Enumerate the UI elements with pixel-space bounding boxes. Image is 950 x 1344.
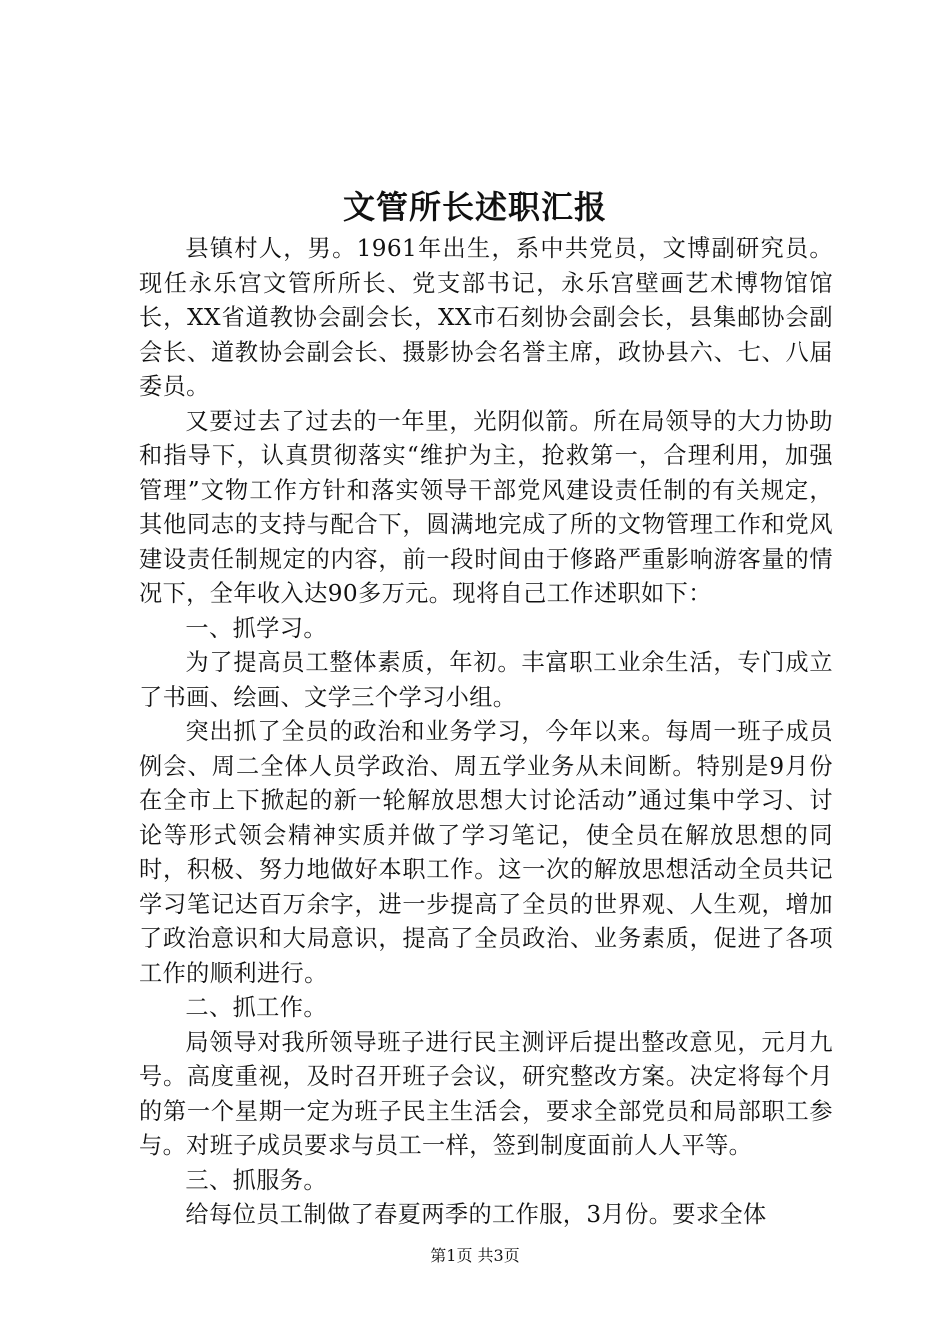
document-title: 文管所长述职汇报 [342,188,607,226]
paragraph-profile: 县镇村人，男。1961年出生，系中共党员，文博副研究员。现任永乐宫文管所所长、党支部书记，永乐宫壁画艺术博物馆馆长，XX省道教协会副会长，XX市石刻协会副会长，县集邮协会副会长、道教协会副会长、摄影协会名誉主席，政协县六、七、八届委员。 [139,235,833,400]
paragraph-service: 给每位员工制做了春夏两季的工作服，3月份。要求全体 [185,1201,767,1228]
paragraph-intro: 又要过去了过去的一年里，光阴似箭。所在局领导的大力协助和指导下，认真贯彻落实“维护为主，抢救第一，合理利用，加强管理”文物工作方针和落实领导干部党风建设责任制的有关规定，其他同志的支持与配合下，圆满地完成了所的文物管理工作和党风建设责任制规定的内容，前一段时间由于修路严重影响游客量的情况下，全年收入达90多万元。现将自己工作述职如下： [139,407,833,607]
paragraph-study-groups: 为了提高员工整体素质，年初。丰富职工业余生活，专门成立了书画、绘画、文学三个学习小组。 [139,649,833,711]
section-heading-work: 二、抓工作。 [185,994,327,1021]
document-body [139,232,833,1233]
section-heading-service: 三、抓服务。 [185,1166,327,1194]
paragraph-political-study: 突出抓了全员的政治和业务学习，今年以来。每周一班子成员例会、周二全体人员学政治、周五学业务从未间断。特别是9月份在全市上下掀起的新一轮解放思想大讨论活动”通过集中学习、讨论等形式领会精神实质并做了学习笔记，使全员在解放思想的同时，积极、努力地做好本职工作。这一次的解放思想活动全员共记学习笔记达百万余字，进一步提高了全员的世界观、人生观，增加了政治意识和大局意识，提高了全员政治、业务素质，促进了各项工作的顺利进行。 [139,718,833,987]
paragraph-work: 局领导对我所领导班子进行民主测评后提出整改意见，元月九号。高度重视，及时召开班子会议，研究整改方案。决定将每个月的第一个星期一定为班子民主生活会，要求全部党员和局部职工参与。对班子成员要求与员工一样，签到制度面前人人平等。 [139,1028,833,1159]
section-heading-study: 一、抓学习。 [185,614,327,642]
page-footer: 第1页 共3页 [430,1246,520,1265]
